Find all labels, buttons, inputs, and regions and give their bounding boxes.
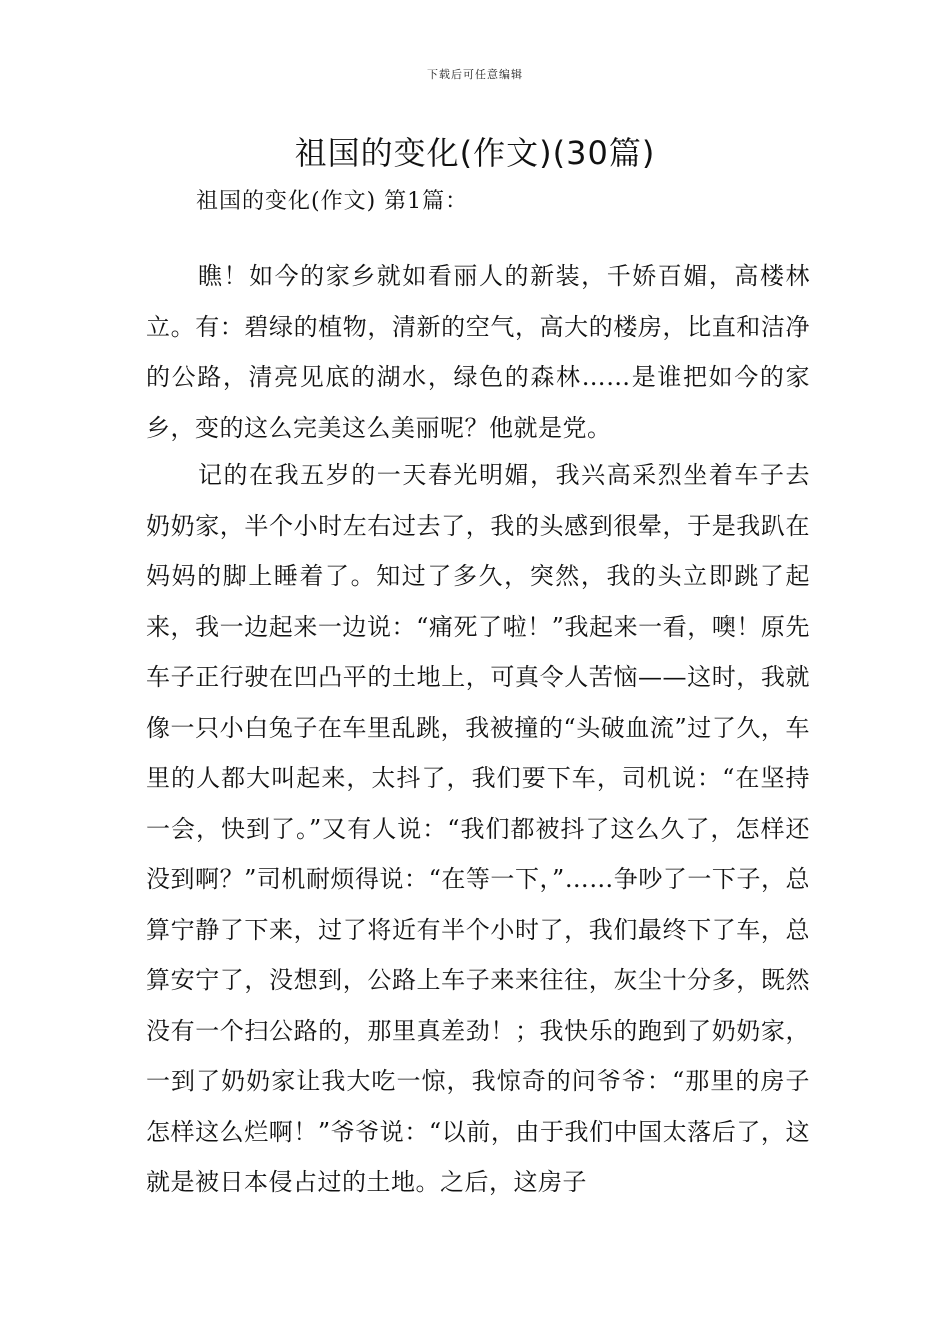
paragraph-1: 瞧！如今的家乡就如看丽人的新装，千娇百媚，高楼林立。有：碧绿的植物，清新的空气，高大的楼房，比直和洁净的公路，清亮见底的湖水，绿色的森林……是谁把如今的家乡，变的这么完美这么美丽呢？他就是党。 [146,262,810,442]
page-header-note: 下载后可任意编辑 [427,68,523,81]
section-subtitle: 祖国的变化(作文) 第1篇： [196,189,469,214]
document-title: 祖国的变化(作文)(30篇) [294,134,656,172]
paragraph-2: 记的在我五岁的一天春光明媚，我兴高采烈坐着车子去奶奶家，半个小时左右过去了，我的头感到很晕，于是我趴在妈妈的脚上睡着了。知过了多久，突然，我的头立即跳了起来，我一边起来一边说：“痛死了啦！”我起来一看，噢！原先车子正行驶在凹凸平的土地上，可真令人苦恼——这时，我就像一只小白兔子在车里乱跳，我被撞的“头破血流”过了久，车里的人都大叫起来，太抖了，我们要下车，司机说：“在坚持一会，快到了。”又有人说：“我们都被抖了这么久了，怎样还没到啊？”司机耐烦得说：“在等一下，”……争吵了一下子，总算宁静了下来，过了将近有半个小时了，我们最终下了车，总算安宁了，没想到，公路上车子来来往往，灰尘十分多，既然没有一个扫公路的，那里真差劲！；我快乐的跑到了奶奶家，一到了奶奶家让我大吃一惊，我惊奇的问爷爷：“那里的房子怎样这么烂啊！”爷爷说：“以前，由于我们中国太落后了，这就是被日本侵占过的土地。之后，这房子 [146,461,810,1196]
